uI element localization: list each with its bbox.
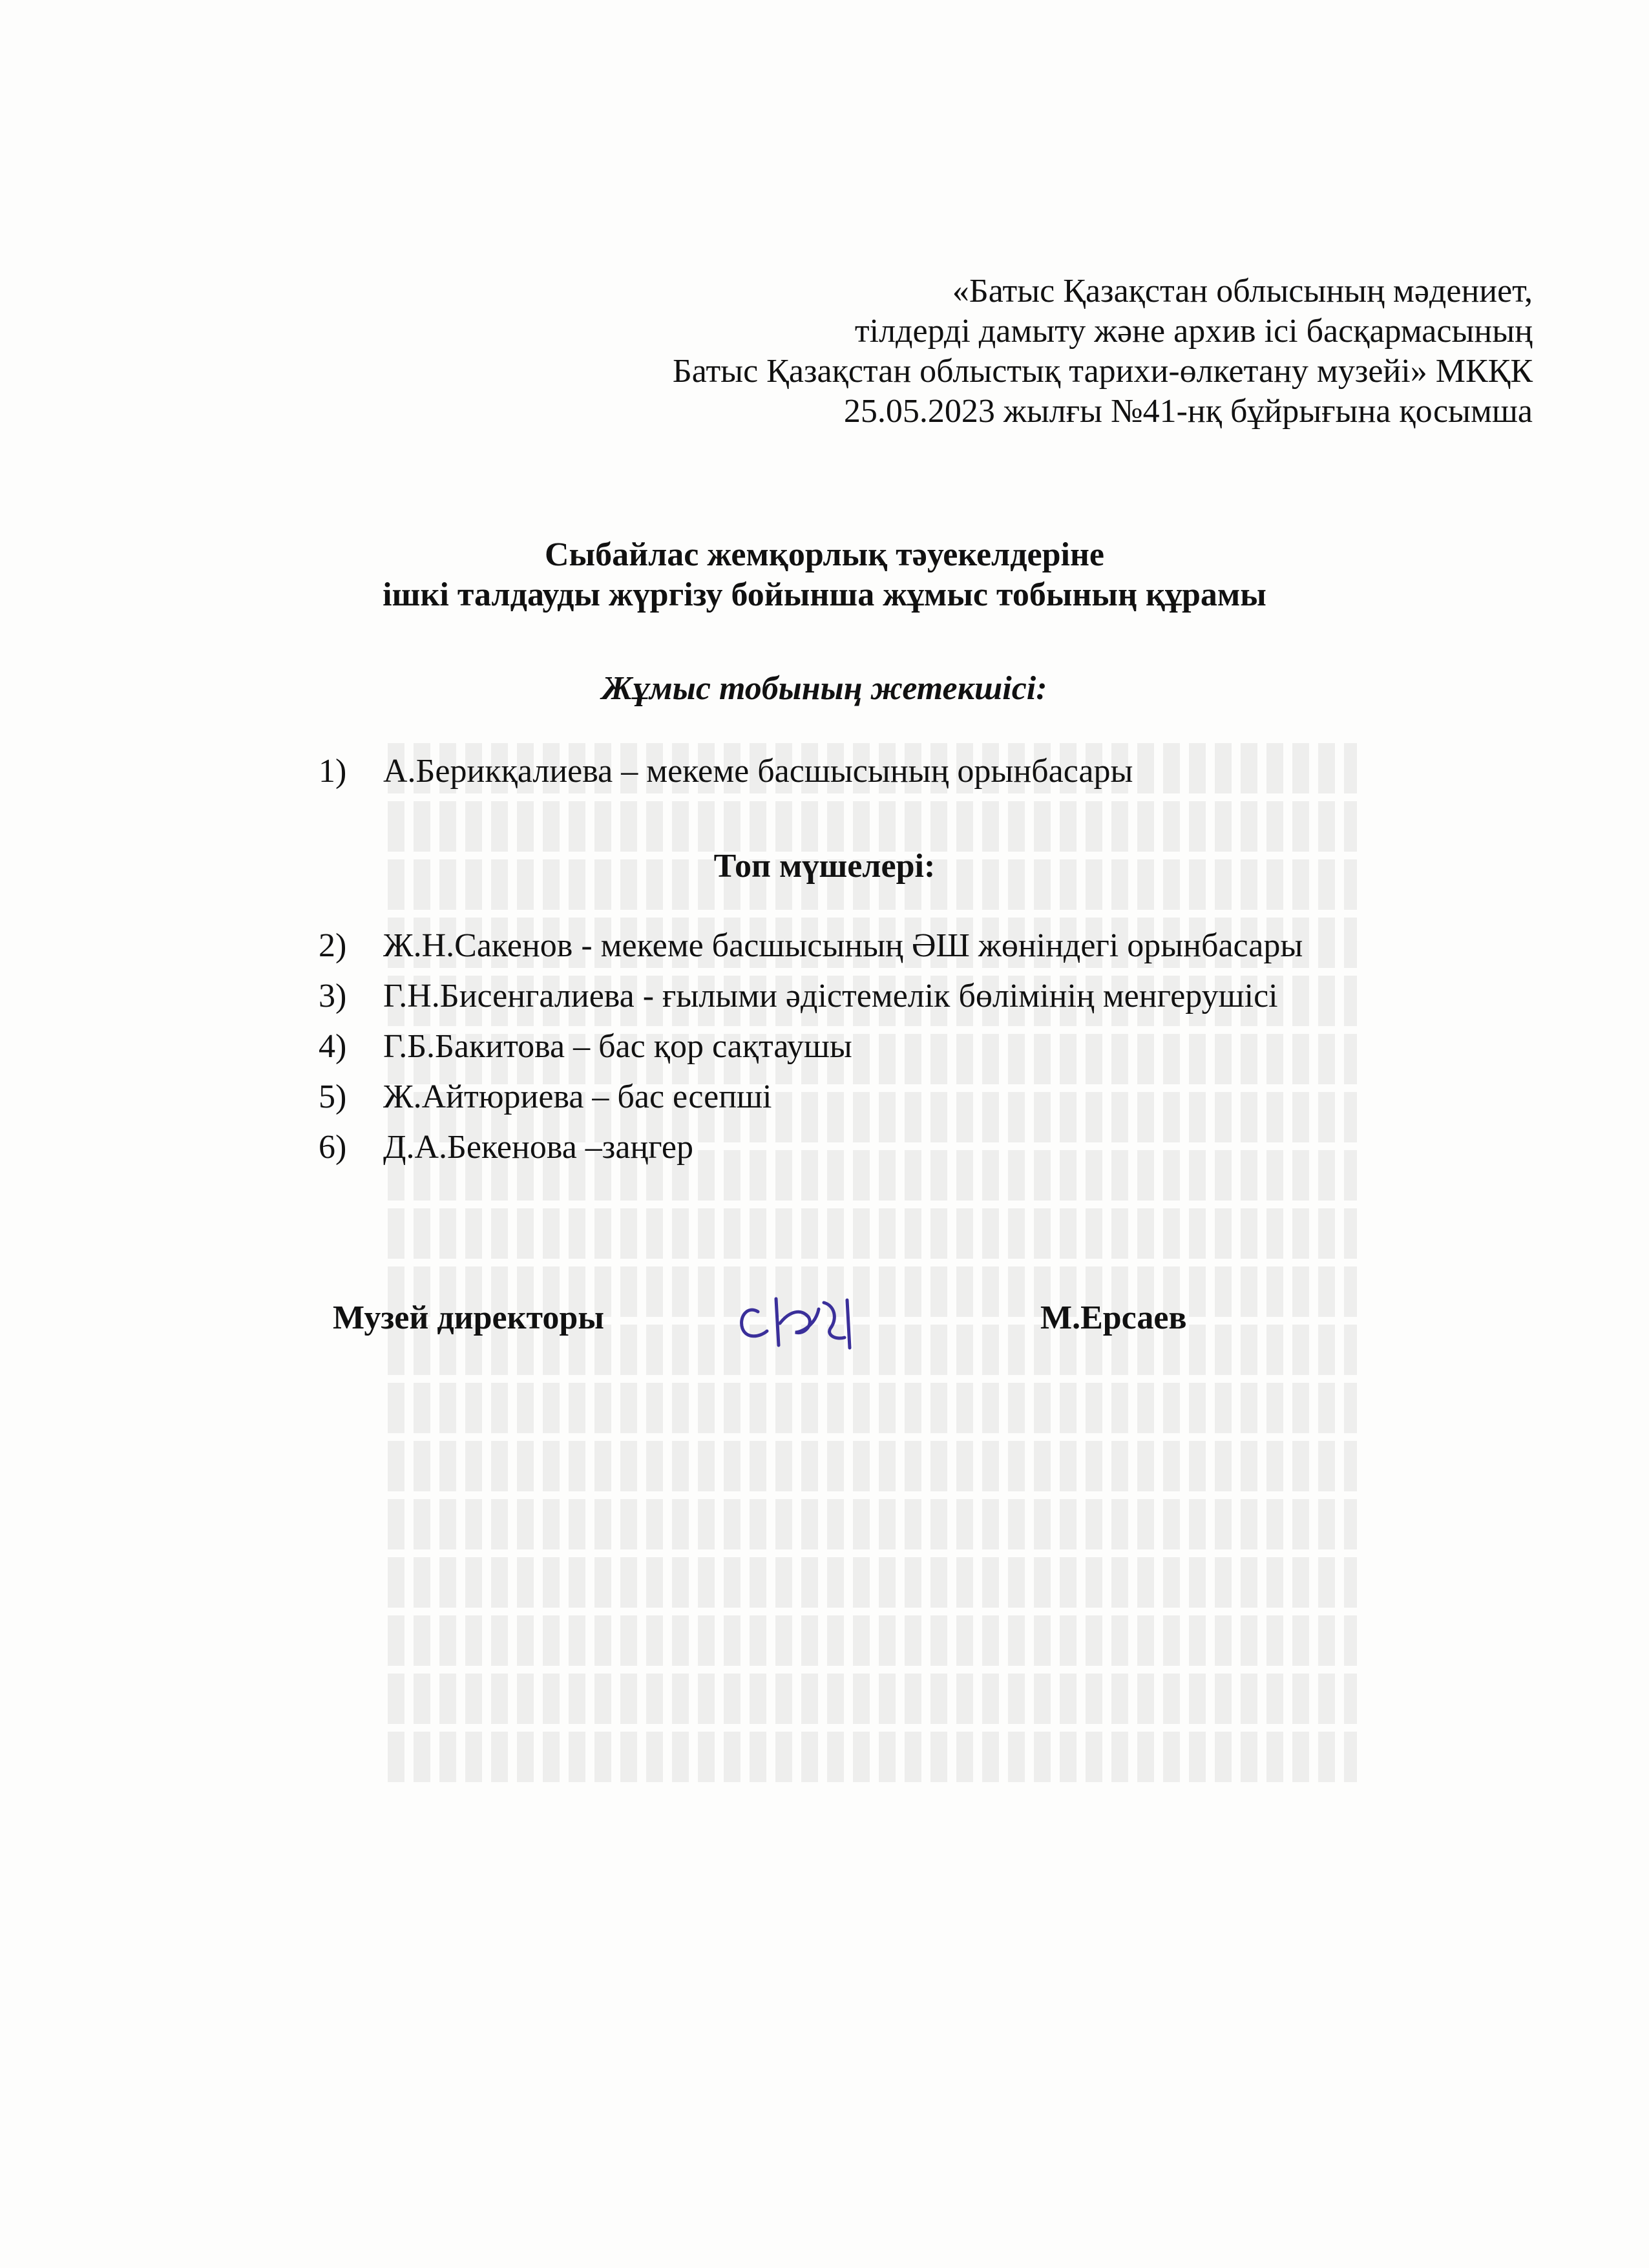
list-item xyxy=(319,1072,1303,1122)
appendix-header xyxy=(673,271,1533,432)
list-item-number: 6) xyxy=(319,1129,347,1166)
list-item-number: 1) xyxy=(319,753,347,790)
list-item-number: 2) xyxy=(319,927,347,964)
list-item xyxy=(319,1122,1303,1173)
list-item-number: 4) xyxy=(319,1028,347,1065)
header-line-2: тілдерді дамыту және архив ісі басқармасының xyxy=(854,313,1533,350)
list-item-text: Ж.Айтюриева – бас есепші xyxy=(383,1078,772,1115)
list-item-number: 5) xyxy=(319,1078,347,1115)
signatory-position: Музей директоры xyxy=(333,1299,604,1336)
header-line-4: 25.05.2023 жылғы №41-нқ бұйрығына қосымша xyxy=(843,393,1533,430)
list-item xyxy=(319,971,1303,1022)
header-line-1: «Батыс Қазақстан облысының мәдениет, xyxy=(952,273,1533,310)
members-list xyxy=(319,921,1303,1173)
list-item xyxy=(319,921,1303,971)
list-item-text: А.Берикқалиева – мекеме басшысының орынбасары xyxy=(383,753,1133,790)
list-item-text: Д.А.Бекенова –заңгер xyxy=(383,1129,693,1166)
leader-list xyxy=(319,746,1133,797)
list-item-text: Г.Н.Бисенгалиева - ғылыми әдістемелік бөлімінің менгерушісі xyxy=(383,978,1278,1014)
leader-heading: Жұмыс тобының жетекшісі: xyxy=(602,670,1047,707)
list-item-text: Г.Б.Бакитова – бас қор сақтаушы xyxy=(383,1028,852,1065)
document-title xyxy=(0,535,1649,615)
signature-block xyxy=(0,1286,1649,1363)
list-item-number: 3) xyxy=(319,978,347,1014)
list-item-text: Ж.Н.Сакенов - мекеме басшысының ӘШ жөніндегі орынбасары xyxy=(383,927,1303,964)
list-item xyxy=(319,746,1133,797)
title-line-2: ішкі талдауды жүргізу бойынша жұмыс тобының құрамы xyxy=(383,576,1266,613)
handwritten-signature xyxy=(733,1286,863,1357)
list-item xyxy=(319,1022,1303,1072)
members-heading: Топ мүшелері: xyxy=(713,848,936,885)
signatory-name: М.Ерсаев xyxy=(1040,1299,1187,1336)
header-line-3: Батыс Қазақстан облыстық тарихи-өлкетану музейі» МКҚК xyxy=(672,353,1533,390)
title-line-1: Сыбайлас жемқорлық тәуекелдеріне xyxy=(544,536,1105,573)
